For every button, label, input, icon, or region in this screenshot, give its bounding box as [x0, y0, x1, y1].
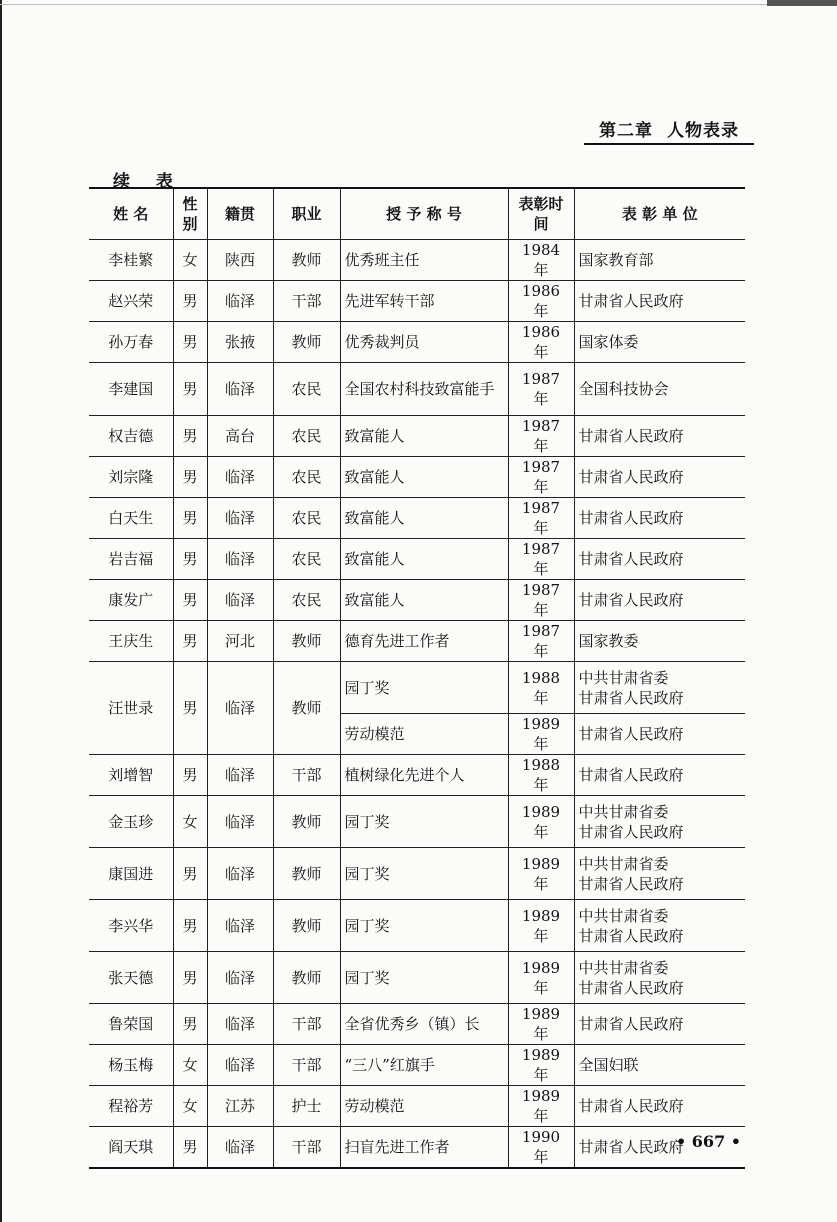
person-origin: 临泽 [207, 796, 273, 848]
person-job: 农民 [273, 416, 340, 457]
person-origin: 临泽 [207, 900, 273, 952]
person-gender: 女 [173, 1045, 207, 1086]
person-name: 孙万春 [89, 322, 173, 363]
honors-table [89, 187, 745, 1169]
col-header-gender: 性别 [173, 188, 207, 240]
table-row [89, 498, 745, 539]
award-year: 1986 年 [508, 281, 574, 322]
award-year: 1989 年 [508, 1045, 574, 1086]
award-year: 1989 年 [508, 1004, 574, 1045]
award-title: 劳动模范 [340, 1086, 508, 1127]
award-year: 1987 年 [508, 580, 574, 621]
award-unit-line: 甘肃省人民政府 [578, 926, 684, 945]
award-title: “三八”红旗手 [340, 1045, 508, 1086]
person-job: 教师 [273, 900, 340, 952]
table-row [89, 796, 745, 848]
award-unit-line: 甘肃省人民政府 [578, 688, 684, 707]
table-row [89, 755, 745, 796]
award-unit-line: 国家体委 [578, 333, 639, 351]
table-row [89, 1086, 745, 1127]
award-unit [574, 900, 745, 952]
person-name: 岩吉福 [89, 539, 173, 580]
award-unit [574, 240, 745, 281]
table-row [89, 457, 745, 498]
person-job: 农民 [273, 363, 340, 416]
person-origin: 临泽 [207, 281, 273, 322]
award-title: 德育先进工作者 [340, 621, 508, 662]
person-origin: 临泽 [207, 363, 273, 416]
person-origin: 临泽 [207, 580, 273, 621]
page-number: • 667 • [676, 1132, 741, 1151]
table-row [89, 1127, 745, 1169]
person-gender: 女 [173, 796, 207, 848]
award-year: 1988 年 [508, 662, 574, 714]
award-title: 劳动模范 [340, 714, 508, 755]
person-name: 阎天琪 [89, 1127, 173, 1169]
person-gender: 男 [173, 363, 207, 416]
person-job: 护士 [273, 1086, 340, 1127]
award-year: 1988 年 [508, 755, 574, 796]
person-name: 赵兴荣 [89, 281, 173, 322]
person-gender: 女 [173, 1086, 207, 1127]
person-name: 李桂繁 [89, 240, 173, 281]
award-unit-line: 甘肃省人民政府 [578, 292, 684, 310]
award-year: 1990 年 [508, 1127, 574, 1169]
person-name: 刘宗隆 [89, 457, 173, 498]
award-title: 园丁奖 [340, 900, 508, 952]
person-gender: 男 [173, 1127, 207, 1169]
award-unit [574, 498, 745, 539]
award-year: 1984 年 [508, 240, 574, 281]
person-origin: 临泽 [207, 1127, 273, 1169]
person-origin: 陕西 [207, 240, 273, 281]
award-year: 1987 年 [508, 457, 574, 498]
person-origin: 临泽 [207, 755, 273, 796]
table-row [89, 848, 745, 900]
award-title: 致富能人 [340, 457, 508, 498]
person-origin: 临泽 [207, 1045, 273, 1086]
col-header-name: 姓 名 [89, 188, 173, 240]
person-origin: 江苏 [207, 1086, 273, 1127]
award-year: 1987 年 [508, 416, 574, 457]
award-unit [574, 416, 745, 457]
table-row [89, 363, 745, 416]
person-job: 干部 [273, 755, 340, 796]
person-origin: 临泽 [207, 662, 273, 755]
award-title: 致富能人 [340, 416, 508, 457]
table-row [89, 539, 745, 580]
award-title: 全省优秀乡（镇）长 [340, 1004, 508, 1045]
person-name: 白天生 [89, 498, 173, 539]
person-name: 张天德 [89, 952, 173, 1004]
award-unit [574, 796, 745, 848]
award-unit-line: 中共甘肃省委 [578, 854, 669, 873]
chapter-title: 人物表录 [667, 121, 739, 141]
award-unit-line: 甘肃省人民政府 [578, 591, 684, 609]
scan-corner-mark [767, 0, 837, 6]
person-gender: 男 [173, 416, 207, 457]
award-unit-line: 中共甘肃省委 [578, 906, 669, 925]
award-year: 1989 年 [508, 714, 574, 755]
person-origin: 临泽 [207, 539, 273, 580]
person-job: 干部 [273, 281, 340, 322]
person-gender: 男 [173, 662, 207, 755]
award-title: 优秀班主任 [340, 240, 508, 281]
award-title: 园丁奖 [340, 796, 508, 848]
person-origin: 高台 [207, 416, 273, 457]
table-row [89, 240, 745, 281]
award-unit-line: 甘肃省人民政府 [578, 1097, 684, 1115]
award-title: 园丁奖 [340, 662, 508, 714]
table-row [89, 621, 745, 662]
award-unit [574, 363, 745, 416]
col-header-job: 职业 [273, 188, 340, 240]
award-unit [574, 1045, 745, 1086]
award-unit-line: 甘肃省人民政府 [578, 766, 684, 784]
award-unit-line: 中共甘肃省委 [578, 802, 669, 821]
person-gender: 男 [173, 498, 207, 539]
person-origin: 河北 [207, 621, 273, 662]
person-gender: 男 [173, 539, 207, 580]
award-unit [574, 621, 745, 662]
person-job: 教师 [273, 796, 340, 848]
person-job: 干部 [273, 1004, 340, 1045]
award-unit [574, 662, 745, 714]
person-job: 农民 [273, 539, 340, 580]
person-name: 鲁荣国 [89, 1004, 173, 1045]
table-header-row [89, 188, 745, 240]
award-unit [574, 322, 745, 363]
award-unit [574, 714, 745, 755]
person-name: 康国进 [89, 848, 173, 900]
person-gender: 男 [173, 952, 207, 1004]
award-title: 园丁奖 [340, 848, 508, 900]
award-year: 1989 年 [508, 952, 574, 1004]
continued-label: 续 表 [113, 172, 183, 192]
person-job: 干部 [273, 1045, 340, 1086]
award-title: 先进军转干部 [340, 281, 508, 322]
person-name: 汪世录 [89, 662, 173, 755]
col-header-title: 授 予 称 号 [340, 188, 508, 240]
person-name: 康发广 [89, 580, 173, 621]
award-unit-line: 甘肃省人民政府 [578, 509, 684, 527]
person-origin: 临泽 [207, 498, 273, 539]
award-unit-line: 甘肃省人民政府 [578, 427, 684, 445]
award-unit-line: 国家教育部 [578, 251, 654, 269]
award-year: 1986 年 [508, 322, 574, 363]
table-row [89, 900, 745, 952]
award-year: 1987 年 [508, 363, 574, 416]
chapter-header [584, 116, 754, 145]
person-job: 教师 [273, 662, 340, 755]
award-title: 植树绿化先进个人 [340, 755, 508, 796]
award-unit-line: 甘肃省人民政府 [578, 822, 684, 841]
award-title: 扫盲先进工作者 [340, 1127, 508, 1169]
table-row [89, 662, 745, 714]
table-row [89, 580, 745, 621]
award-unit-line: 全国妇联 [578, 1056, 639, 1074]
col-header-unit: 表 彰 单 位 [574, 188, 745, 240]
person-gender: 男 [173, 621, 207, 662]
award-year: 1987 年 [508, 621, 574, 662]
award-unit [574, 848, 745, 900]
top-rule [0, 4, 837, 5]
award-title: 园丁奖 [340, 952, 508, 1004]
award-unit [574, 1004, 745, 1045]
person-name: 程裕芳 [89, 1086, 173, 1127]
person-job: 教师 [273, 848, 340, 900]
col-header-year: 表彰时间 [508, 188, 574, 240]
table-row [89, 322, 745, 363]
person-name: 权吉德 [89, 416, 173, 457]
award-year: 1989 年 [508, 1086, 574, 1127]
award-unit [574, 539, 745, 580]
person-gender: 男 [173, 755, 207, 796]
award-title: 致富能人 [340, 580, 508, 621]
person-job: 教师 [273, 322, 340, 363]
person-name: 刘增智 [89, 755, 173, 796]
award-unit-line: 甘肃省人民政府 [578, 1138, 684, 1156]
person-job: 农民 [273, 580, 340, 621]
award-unit-line: 全国科技协会 [578, 380, 669, 398]
award-year: 1989 年 [508, 796, 574, 848]
person-origin: 临泽 [207, 952, 273, 1004]
award-unit [574, 1086, 745, 1127]
person-gender: 男 [173, 848, 207, 900]
person-gender: 女 [173, 240, 207, 281]
person-job: 农民 [273, 498, 340, 539]
award-unit-line: 中共甘肃省委 [578, 668, 669, 687]
award-unit-line: 甘肃省人民政府 [578, 874, 684, 893]
award-title: 全国农村科技致富能手 [340, 363, 508, 416]
col-header-origin: 籍贯 [207, 188, 273, 240]
award-unit [574, 457, 745, 498]
person-origin: 临泽 [207, 848, 273, 900]
award-year: 1987 年 [508, 539, 574, 580]
award-unit-line: 中共甘肃省委 [578, 958, 669, 977]
page-edge-rule [0, 0, 2, 1222]
person-gender: 男 [173, 457, 207, 498]
person-gender: 男 [173, 281, 207, 322]
person-job: 教师 [273, 952, 340, 1004]
award-unit [574, 755, 745, 796]
award-year: 1989 年 [508, 900, 574, 952]
person-job: 干部 [273, 1127, 340, 1169]
person-origin: 临泽 [207, 457, 273, 498]
award-unit-line: 国家教委 [578, 632, 639, 650]
award-unit-line: 甘肃省人民政府 [578, 725, 684, 743]
person-job: 教师 [273, 621, 340, 662]
person-gender: 男 [173, 1004, 207, 1045]
award-unit [574, 281, 745, 322]
award-unit-line: 甘肃省人民政府 [578, 468, 684, 486]
award-unit [574, 952, 745, 1004]
award-year: 1989 年 [508, 848, 574, 900]
person-name: 杨玉梅 [89, 1045, 173, 1086]
person-name: 李兴华 [89, 900, 173, 952]
award-unit [574, 580, 745, 621]
person-job: 教师 [273, 240, 340, 281]
chapter-number: 第二章 [599, 121, 653, 141]
person-job: 农民 [273, 457, 340, 498]
award-unit-line: 甘肃省人民政府 [578, 978, 684, 997]
person-origin: 张掖 [207, 322, 273, 363]
person-gender: 男 [173, 580, 207, 621]
person-origin: 临泽 [207, 1004, 273, 1045]
table-row [89, 1045, 745, 1086]
table-row [89, 1004, 745, 1045]
person-name: 李建国 [89, 363, 173, 416]
person-gender: 男 [173, 322, 207, 363]
award-title: 优秀裁判员 [340, 322, 508, 363]
person-gender: 男 [173, 900, 207, 952]
award-year: 1987 年 [508, 498, 574, 539]
award-unit-line: 甘肃省人民政府 [578, 1015, 684, 1033]
table-row [89, 416, 745, 457]
award-unit-line: 甘肃省人民政府 [578, 550, 684, 568]
award-title: 致富能人 [340, 539, 508, 580]
table-row [89, 281, 745, 322]
person-name: 金玉珍 [89, 796, 173, 848]
award-title: 致富能人 [340, 498, 508, 539]
table-row [89, 952, 745, 1004]
person-name: 王庆生 [89, 621, 173, 662]
table-body [89, 188, 745, 1168]
